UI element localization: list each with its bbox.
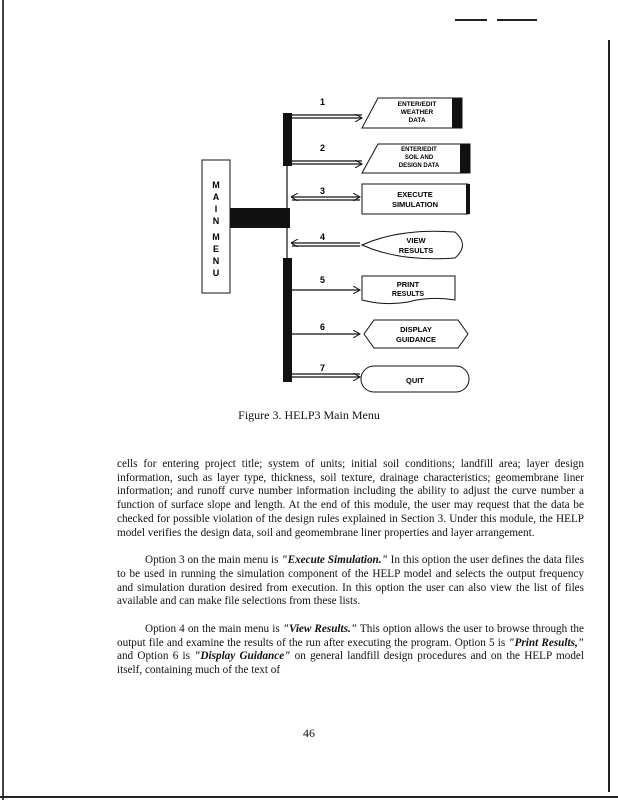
option-label-line: DATA bbox=[408, 117, 426, 124]
page-edge-bottom bbox=[0, 796, 618, 798]
figure-caption: Figure 3. HELP3 Main Menu bbox=[238, 408, 380, 422]
option-label-line: VIEW bbox=[406, 236, 426, 245]
option-label-line: GUIDANCE bbox=[395, 335, 437, 344]
paragraph-2 bbox=[117, 554, 584, 609]
option-number: 2 bbox=[320, 143, 326, 153]
main-menu-letter: U bbox=[212, 268, 220, 278]
option-label-line: DISPLAY bbox=[400, 325, 432, 334]
option-1-enter-edit-weather bbox=[292, 97, 462, 128]
main-menu-letter: M bbox=[212, 180, 220, 190]
page-number: 46 bbox=[303, 726, 315, 740]
emphasis-view-results: "View Results." bbox=[282, 623, 358, 636]
option-number: 6 bbox=[320, 322, 326, 332]
paragraph-text: In this option the user defines the data files to be used in running the simulation component of the HELP model and selects the output frequency and simulation duration desired from execution. In this option the user can also view the list of files available and can make file selections from these lists. bbox=[117, 554, 584, 608]
option-label-line: RESULTS bbox=[391, 291, 425, 298]
paragraph-text: on general landfill design procedures and on the HELP model itself, containing much of the text of bbox=[117, 650, 584, 677]
main-menu-letter: A bbox=[212, 192, 220, 202]
option-label-line: WEATHER bbox=[400, 109, 434, 116]
option-number: 4 bbox=[320, 232, 326, 242]
paragraph-text: and Option 6 is bbox=[117, 650, 195, 663]
lower-trunk-bar bbox=[283, 258, 292, 382]
paragraph-1: cells for entering project title; system of units; initial soil conditions; landfill area; layer design information, such as layer type, thickness, soil texture, drainage characteristics; geomembrane liner information; and runoff curve number information including the ability to adjust the curve number a function of surface slope and length. At the end of this module, the user may request that the data be checked for possible violation of the design rules explained in Section 3. Under this module, the HELP model verifies the design data, soil and geomembrane liner properties and layer arrangement. bbox=[117, 458, 584, 539]
paragraph-3 bbox=[117, 623, 584, 678]
main-menu-letter: M bbox=[212, 232, 220, 242]
option-label-line: EXECUTE bbox=[397, 190, 433, 199]
option-3-execute-simulation bbox=[292, 184, 470, 214]
paragraph-text: Option 4 on the main menu is bbox=[145, 623, 283, 636]
main-menu-letter: E bbox=[212, 244, 220, 254]
emphasis-execute-simulation: "Execute Simulation." bbox=[281, 554, 388, 567]
option-label-line: QUIT bbox=[406, 376, 424, 385]
emphasis-display-guidance: "Display Guidance" bbox=[194, 650, 291, 663]
option-4-view-results bbox=[292, 231, 463, 259]
option-label-line: ENTER/EDIT bbox=[401, 147, 437, 153]
option-6-display-guidance bbox=[292, 320, 468, 348]
option-number: 1 bbox=[320, 97, 326, 107]
connector-bar bbox=[230, 208, 290, 228]
option-label-line: DESIGN DATA bbox=[398, 163, 440, 169]
main-menu-letter: N bbox=[212, 216, 220, 226]
body-text bbox=[117, 458, 584, 692]
paragraph-text: Option 3 on the main menu is bbox=[145, 554, 282, 567]
main-menu-letter: N bbox=[212, 256, 220, 266]
option-number: 5 bbox=[320, 275, 326, 285]
emphasis-print-results: "Print Results," bbox=[508, 636, 584, 649]
option-label-line: RESULTS bbox=[398, 246, 434, 255]
option-label-line: SOIL AND bbox=[404, 155, 434, 161]
option-5-print-results bbox=[292, 275, 455, 304]
option-label-line: PRINT bbox=[396, 280, 420, 289]
option-2-enter-edit-soil bbox=[292, 143, 470, 173]
option-label-line: ENTER/EDIT bbox=[397, 101, 437, 108]
paragraph-text: This option allows the user to browse through the output file and examine the results of the run after executing the program. Option 5 is bbox=[117, 623, 584, 649]
option-7-quit bbox=[292, 363, 469, 392]
upper-trunk-bar bbox=[283, 113, 292, 166]
main-menu-letter: I bbox=[214, 204, 218, 214]
option-number: 3 bbox=[320, 186, 326, 196]
option-number: 7 bbox=[320, 363, 326, 373]
option-label-line: SIMULATION bbox=[391, 200, 439, 209]
